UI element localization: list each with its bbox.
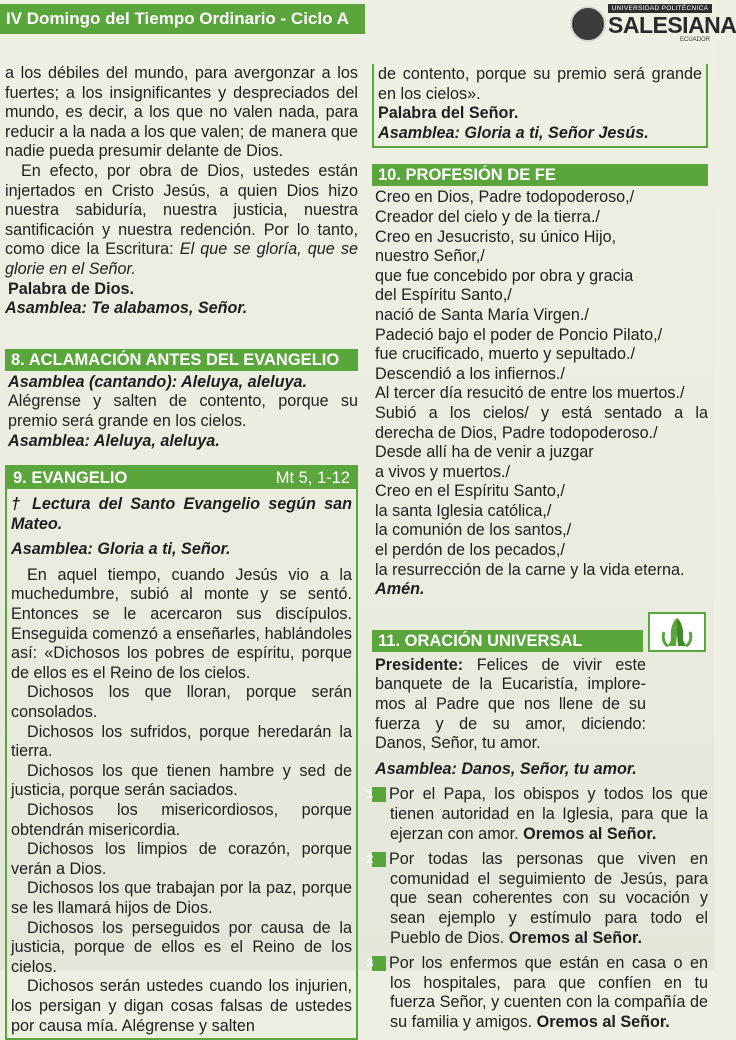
- creed-line: Creo en Jesucristo, su único Hijo,: [375, 227, 617, 246]
- section-heading-gospel: [7, 467, 356, 489]
- gospel-continuation-box: [372, 64, 708, 148]
- assembly-response: Asamblea: Aleluya, aleluya.: [8, 431, 220, 450]
- page-title: IV Domingo del Tiempo Ordinario - Ciclo A: [0, 4, 365, 34]
- presider-label: Presidente:: [375, 655, 464, 674]
- creed-line: Desde allí ha de venir a juzgar: [375, 443, 594, 462]
- beatitude: Dichosos los que lloran, porque serán consolados.: [11, 683, 352, 722]
- right-column: [366, 64, 708, 1033]
- beatitude: Dichosos serán ustedes cuando los injurien, los persigan y digan cosas falsas de ustedes por causa mía. Alégrense y salten: [11, 977, 352, 1035]
- creed-line: que fue concebido por obra y gracia: [375, 266, 634, 285]
- beatitude: Dichosos los sufridos, porque heredarán la tierra.: [11, 722, 352, 761]
- gospel-intro: † Lectura del Santo Evangelio según san Mateo.: [11, 495, 352, 533]
- gospel-reference: Mt 5, 1-12: [275, 469, 350, 488]
- creed-line: nuestro Señor,/: [375, 247, 485, 266]
- reading-paragraph: a los débiles del mundo, para avergonzar a los fuertes; a los insignificantes y despreciados del mundo, es decir, a los que no valen nada, para reducir a la nada a los que valen; de manera que nadie pueda presumir delante de Dios.: [5, 64, 358, 161]
- creed-line: Creo en el Espíritu Santo,/: [375, 482, 565, 501]
- beatitude: Dichosos los que tienen hambre y sed de justicia, porque serán saciados.: [11, 761, 352, 800]
- creed-line: Creo en Dios, Padre todopoderoso,/: [375, 188, 635, 207]
- logo-name: SALESIANA: [608, 12, 736, 38]
- logo-emblem-icon: [570, 6, 606, 42]
- beatitude: Dichosos los misericordiosos, porque obtendrán misericordia.: [11, 801, 352, 839]
- petition: [366, 954, 708, 1032]
- petition-text: Por todas las personas que viven en comunidad el seguimiento de Jesús, para que sean coherentes con su vocación y sean ejemplo y estímulo para todo el Pueblo de Dios.: [389, 850, 708, 947]
- gospel-title: 9. EVANGELIO: [13, 469, 128, 488]
- creed-line: la comunión de los santos,/: [375, 521, 572, 540]
- gospel-paragraph: En aquel tiempo, cuando Jesús vio a la muchedumbre, subió al monte y se sentó. Entonces se le acercaron sus discípulos. Enseguida comenzó a enseñarles, hablándoles así: «Dichosos los pobres de espíritu, porque de ellos es el Reino de los cielos.: [11, 565, 352, 682]
- creed-line: a vivos y muertos./: [375, 462, 510, 481]
- logo-subtitle: UNIVERSIDAD POLITÉCNICA: [608, 4, 712, 13]
- word-of-god: Palabra de Dios.: [8, 279, 134, 298]
- assembly-response: Asamblea: Gloria a ti, Señor.: [11, 540, 231, 559]
- acclamation-verse: Alégrense y salten de contento, porque su premio será grande en los cielos.: [8, 392, 358, 430]
- creed-line: Creador del cielo y de la tierra./: [375, 207, 600, 226]
- gospel-continuation: de contento, porque su premio será grande en los cielos».: [378, 65, 702, 103]
- assembly-response: Asamblea: Danos, Señor, tu amor.: [375, 759, 637, 778]
- creed-line: nació de Santa María Virgen./: [375, 305, 589, 324]
- petition-number: 1: [372, 787, 386, 802]
- creed-line: Descendió a los infiernos./: [375, 364, 565, 383]
- assembly-response: Asamblea: Gloria a ti, Señor Jesús.: [378, 123, 649, 142]
- university-logo: [570, 4, 736, 44]
- logo-country: ECUADOR: [680, 37, 711, 43]
- creed-line: la resurrección de la carne y la vida eterna.: [375, 560, 685, 579]
- section-heading-acclamation: 8. ACLAMACIÓN ANTES DEL EVANGELIO: [5, 349, 358, 371]
- petition-text: Por los enfermos que están en casa o en los hospitales, para que confíen en tu fuerza Señor, y cuenten con la compañía de su familia y amigos.: [389, 954, 708, 1031]
- creed-line: Al tercer día resucitó de entre los muertos./: [375, 384, 685, 403]
- section-heading-creed: 10. PROFESIÓN DE FE: [372, 164, 708, 186]
- creed-line: Padeció bajo el poder de Poncio Pilato,/: [375, 325, 663, 344]
- creed-text: [372, 188, 708, 599]
- petition: [366, 785, 708, 844]
- presider-text: Felices de vivir este banquete de la Eucaristía, imploremos al Padre que nos llene de su fuerza y de su amor, diciendo: Danos, Señor, tu amor.: [375, 655, 646, 753]
- assembly-response: Asamblea: Te alabamos, Señor.: [5, 299, 248, 318]
- presider-intro: [372, 656, 708, 754]
- beatitude: Dichosos los que trabajan por la paz, porque se les llamará hijos de Dios.: [11, 879, 352, 917]
- creed-line: fue crucificado, muerto y sepultado./: [375, 345, 636, 364]
- petition-closing: Oremos al Señor.: [536, 1012, 670, 1031]
- petition-closing: Oremos al Señor.: [508, 928, 642, 947]
- reading-paragraph: [5, 162, 358, 280]
- reading-text: En efecto, por obra de Dios, ustedes están injertados en Cristo Jesús, a quien Dios hizo nuestra sabiduría, nuestra justicia, nuestra santificación y nuestra redención. Por lo tanto, como dice la Escritura:: [5, 161, 358, 259]
- prayer-heading-row: [372, 612, 708, 652]
- petition-number: 2: [372, 852, 386, 867]
- page-header: [0, 0, 736, 52]
- left-column: [5, 64, 358, 1040]
- beatitude: Dichosos los limpios de corazón, porque verán a Dios.: [11, 840, 352, 878]
- petition-text: Por el Papa, los obispos y todos los que tienen autoridad en la Iglesia, para que la ejerzan con amor.: [389, 785, 708, 843]
- creed-amen: Amén.: [375, 580, 425, 599]
- praying-hands-icon: [648, 612, 706, 652]
- word-of-the-lord: Palabra del Señor.: [378, 104, 519, 123]
- petition: [366, 850, 708, 948]
- gospel-box: [5, 465, 358, 1040]
- petition-number: 3: [372, 956, 386, 971]
- creed-line: Subió a los cielos/ y está sentado a la derecha de Dios, Padre todopoderoso./: [375, 403, 708, 442]
- beatitude: Dichosos los perseguidos por causa de la justicia, porque de ellos es el Reino de los cielos.: [11, 918, 352, 976]
- creed-line: del Espíritu Santo,/: [375, 286, 512, 305]
- assembly-sung-response: Asamblea (cantando): Aleluya, aleluya.: [8, 372, 307, 391]
- creed-line: el perdón de los pecados,/: [375, 541, 565, 560]
- petition-closing: Oremos al Señor.: [523, 824, 657, 843]
- section-heading-universal-prayer: 11. ORACIÓN UNIVERSAL: [372, 630, 643, 652]
- scripture-quote: El que se gloría, que se glorie en el Señor.: [5, 240, 358, 278]
- creed-line: la santa Iglesia católica,/: [375, 501, 552, 520]
